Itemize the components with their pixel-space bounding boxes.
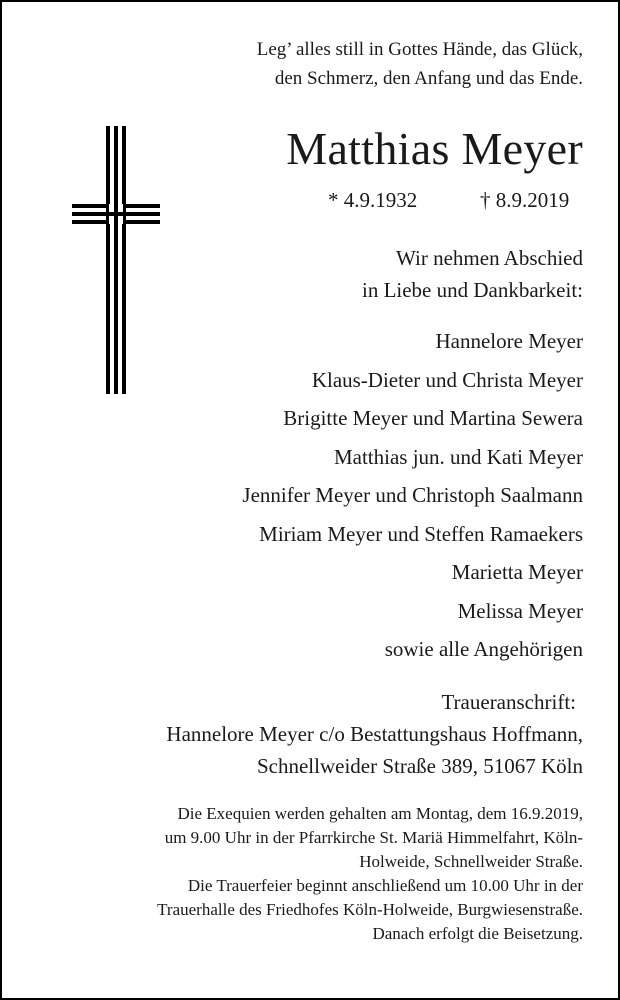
mourner-name: Marietta Meyer bbox=[451, 560, 583, 584]
mourners-list bbox=[242, 322, 583, 669]
mourner-name: Hannelore Meyer bbox=[435, 329, 583, 353]
farewell-line-2: in Liebe und Dankbarkeit: bbox=[361, 278, 583, 302]
death-date: † 8.9.2019 bbox=[480, 188, 570, 212]
mourner-name: Brigitte Meyer und Martina Sewera bbox=[283, 406, 583, 430]
service-line: Danach erfolgt die Beisetzung. bbox=[372, 924, 583, 943]
mourner-name: Matthias jun. und Kati Meyer bbox=[333, 444, 583, 469]
address-line-2: Schnellweider Straße 389, 51067 Köln bbox=[256, 754, 583, 778]
service-line: Trauerhalle des Friedhofes Köln-Holweide, Burgwiesenstraße. bbox=[157, 900, 583, 919]
farewell-text bbox=[362, 242, 583, 306]
life-dates bbox=[2, 188, 618, 218]
cross-icon bbox=[72, 126, 160, 394]
mourner-name: Jennifer Meyer und Christoph Saalmann bbox=[242, 483, 583, 507]
farewell-line-1: Wir nehmen Abschied bbox=[396, 246, 583, 270]
address-label: Traueranschrift: bbox=[441, 690, 576, 714]
service-line: Holweide, Schnellweider Straße. bbox=[359, 852, 583, 871]
service-line: Die Trauerfeier beginnt anschließend um 10.00 Uhr in der bbox=[187, 876, 583, 895]
service-line: Die Exequien werden gehalten am Montag, dem 16.9.2019, bbox=[177, 804, 583, 823]
birth-date: * 4.9.1932 bbox=[328, 188, 418, 212]
mourning-address bbox=[166, 718, 583, 782]
deceased-name: Matthias Meyer bbox=[286, 123, 583, 174]
motto-line-2: den Schmerz, den Anfang und das Ende. bbox=[274, 68, 583, 89]
address-line-1: Hannelore Meyer c/o Bestattungshaus Hoffmann, bbox=[166, 722, 583, 746]
mourner-name: sowie alle Angehörigen bbox=[384, 637, 583, 661]
motto-line-1: Leg’ alles still in Gottes Hände, das Glück, bbox=[256, 39, 583, 60]
mourner-name: Melissa Meyer bbox=[457, 598, 583, 623]
motto-verse bbox=[257, 35, 583, 93]
mourner-name: Miriam Meyer und Steffen Ramaekers bbox=[259, 521, 583, 546]
mourner-name: Klaus-Dieter und Christa Meyer bbox=[311, 367, 583, 392]
service-details bbox=[157, 802, 583, 946]
service-line: um 9.00 Uhr in der Pfarrkirche St. Mariä Himmelfahrt, Köln- bbox=[164, 828, 583, 847]
